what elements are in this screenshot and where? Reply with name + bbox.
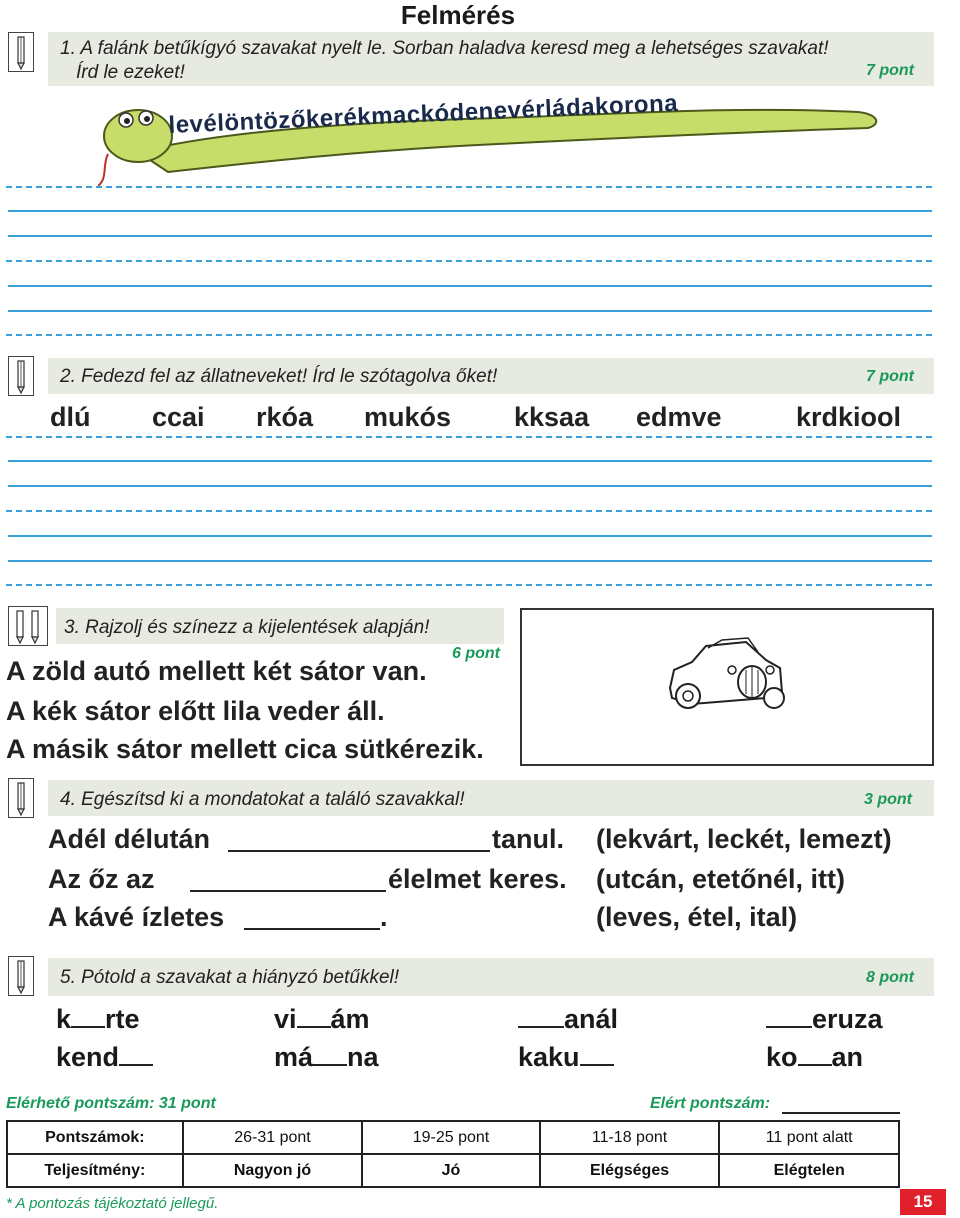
missing-letter-word: má na (274, 1042, 379, 1072)
task4-row-before: Adél délután (48, 824, 211, 854)
letter-blank[interactable] (313, 1046, 347, 1066)
task2-points: 7 pont (866, 368, 914, 385)
scrambled-word: edmve (636, 402, 722, 432)
writing-line[interactable] (8, 210, 932, 212)
letter-blank[interactable] (297, 1008, 331, 1028)
answer-blank[interactable] (190, 890, 386, 892)
task4-options: (lekvárt, leckét, lemezt) (596, 824, 892, 854)
missing-letter-word: k rte (56, 1004, 140, 1034)
task4-row-after: . (380, 902, 388, 932)
answer-blank[interactable] (228, 850, 490, 852)
task4-row-before: A kávé ízletes (48, 902, 225, 932)
task4-row-after: élelmet keres. (388, 864, 567, 894)
table-row (7, 1154, 899, 1187)
missing-letter-word: anál (518, 1004, 618, 1035)
task1-points: 7 pont (866, 62, 914, 79)
scrambled-word: krdkiool (796, 402, 902, 432)
snake-text: levélöntözőkerékmackódenevérládakorona (168, 89, 679, 139)
table-cell: 11-18 pont (540, 1121, 720, 1154)
page-title: Felmérés (400, 0, 516, 30)
table-cell: 11 pont alatt (719, 1121, 899, 1154)
writing-line-dashed[interactable] (6, 436, 932, 438)
table-row (7, 1121, 899, 1154)
missing-letter-word: kaku (518, 1042, 614, 1073)
letter-blank[interactable] (518, 1008, 564, 1028)
scrambled-word: kksaa (514, 402, 590, 432)
achieved-score-blank[interactable] (782, 1112, 900, 1114)
task5-points: 8 pont (866, 969, 914, 986)
answer-blank[interactable] (244, 928, 380, 930)
writing-line[interactable] (8, 285, 932, 287)
scrambled-word: rkóa (256, 402, 314, 432)
table-cell: Teljesítmény: (7, 1154, 183, 1187)
writing-line[interactable] (8, 535, 932, 537)
writing-line[interactable] (8, 560, 932, 562)
task1-instruction-line1: 1. A falánk betűkígyó szavakat nyelt le. Sorban haladva keresd meg a lehetséges szavakat! (60, 38, 829, 59)
pencil-icon (8, 956, 34, 996)
writing-line[interactable] (8, 235, 932, 237)
writing-line-dashed[interactable] (6, 510, 932, 512)
letter-blank[interactable] (580, 1046, 614, 1066)
score-table (6, 1120, 900, 1188)
drawing-box[interactable] (520, 608, 934, 766)
page-number: 15 (900, 1189, 946, 1215)
pencil-icon (8, 32, 34, 72)
missing-letter-word: ko an (766, 1042, 864, 1072)
writing-line[interactable] (8, 310, 932, 312)
footnote: * A pontozás tájékoztató jellegű. (6, 1195, 219, 1212)
table-cell: Pontszámok: (7, 1121, 183, 1154)
task4-options: (utcán, etetőnél, itt) (596, 864, 845, 894)
task5-instruction: 5. Pótold a szavakat a hiányzó betűkkel! (60, 967, 400, 988)
writing-line-dashed[interactable] (6, 584, 932, 586)
table-cell: Jó (362, 1154, 539, 1187)
max-score-label: Elérhető pontszám: 31 pont (6, 1095, 216, 1112)
task3-points: 6 pont (452, 645, 500, 662)
task3-sentence: A másik sátor mellett cica sütkérezik. (6, 734, 484, 764)
scrambled-word: mukós (364, 402, 452, 432)
pencil-icon (8, 778, 34, 818)
writing-line-dashed[interactable] (6, 334, 932, 336)
task4-options: (leves, étel, ital) (596, 902, 798, 932)
task4-points: 3 pont (864, 791, 912, 808)
task4-row-before: Az őz az (48, 864, 155, 894)
task4-row-after: tanul. (492, 824, 564, 854)
letter-blank[interactable] (766, 1008, 812, 1028)
car-illustration (662, 632, 786, 722)
scrambled-word: ccai (152, 402, 205, 432)
letter-blank[interactable] (798, 1046, 832, 1066)
table-cell: Elégséges (540, 1154, 720, 1187)
task3-sentence: A kék sátor előtt lila veder áll. (6, 696, 385, 726)
achieved-score-label: Elért pontszám: (650, 1095, 771, 1112)
task2-instruction: 2. Fedezd fel az állatneveket! Írd le szótagolva őket! (60, 366, 498, 387)
table-cell: 26-31 pont (183, 1121, 363, 1154)
writing-line[interactable] (8, 460, 932, 462)
missing-letter-word: vi ám (274, 1004, 370, 1034)
table-cell: Nagyon jó (183, 1154, 363, 1187)
writing-line[interactable] (8, 485, 932, 487)
missing-letter-word: eruza (766, 1004, 883, 1035)
writing-line-dashed[interactable] (6, 260, 932, 262)
letter-blank[interactable] (71, 1008, 105, 1028)
table-cell: Elégtelen (719, 1154, 899, 1187)
missing-letter-word: kend (56, 1042, 153, 1073)
pencil-icon (8, 606, 48, 646)
letter-blank[interactable] (119, 1046, 153, 1066)
task3-sentence: A zöld autó mellett két sátor van. (6, 656, 427, 686)
table-cell: 19-25 pont (362, 1121, 539, 1154)
scrambled-word: dlú (50, 402, 91, 432)
pencil-icon (8, 356, 34, 396)
writing-line-dashed[interactable] (6, 186, 932, 188)
task4-instruction: 4. Egészítsd ki a mondatokat a találó szavakkal! (60, 789, 465, 810)
task1-instruction-line2: Írd le ezeket! (76, 62, 185, 83)
task3-instruction: 3. Rajzolj és színezz a kijelentések alapján! (64, 617, 430, 638)
